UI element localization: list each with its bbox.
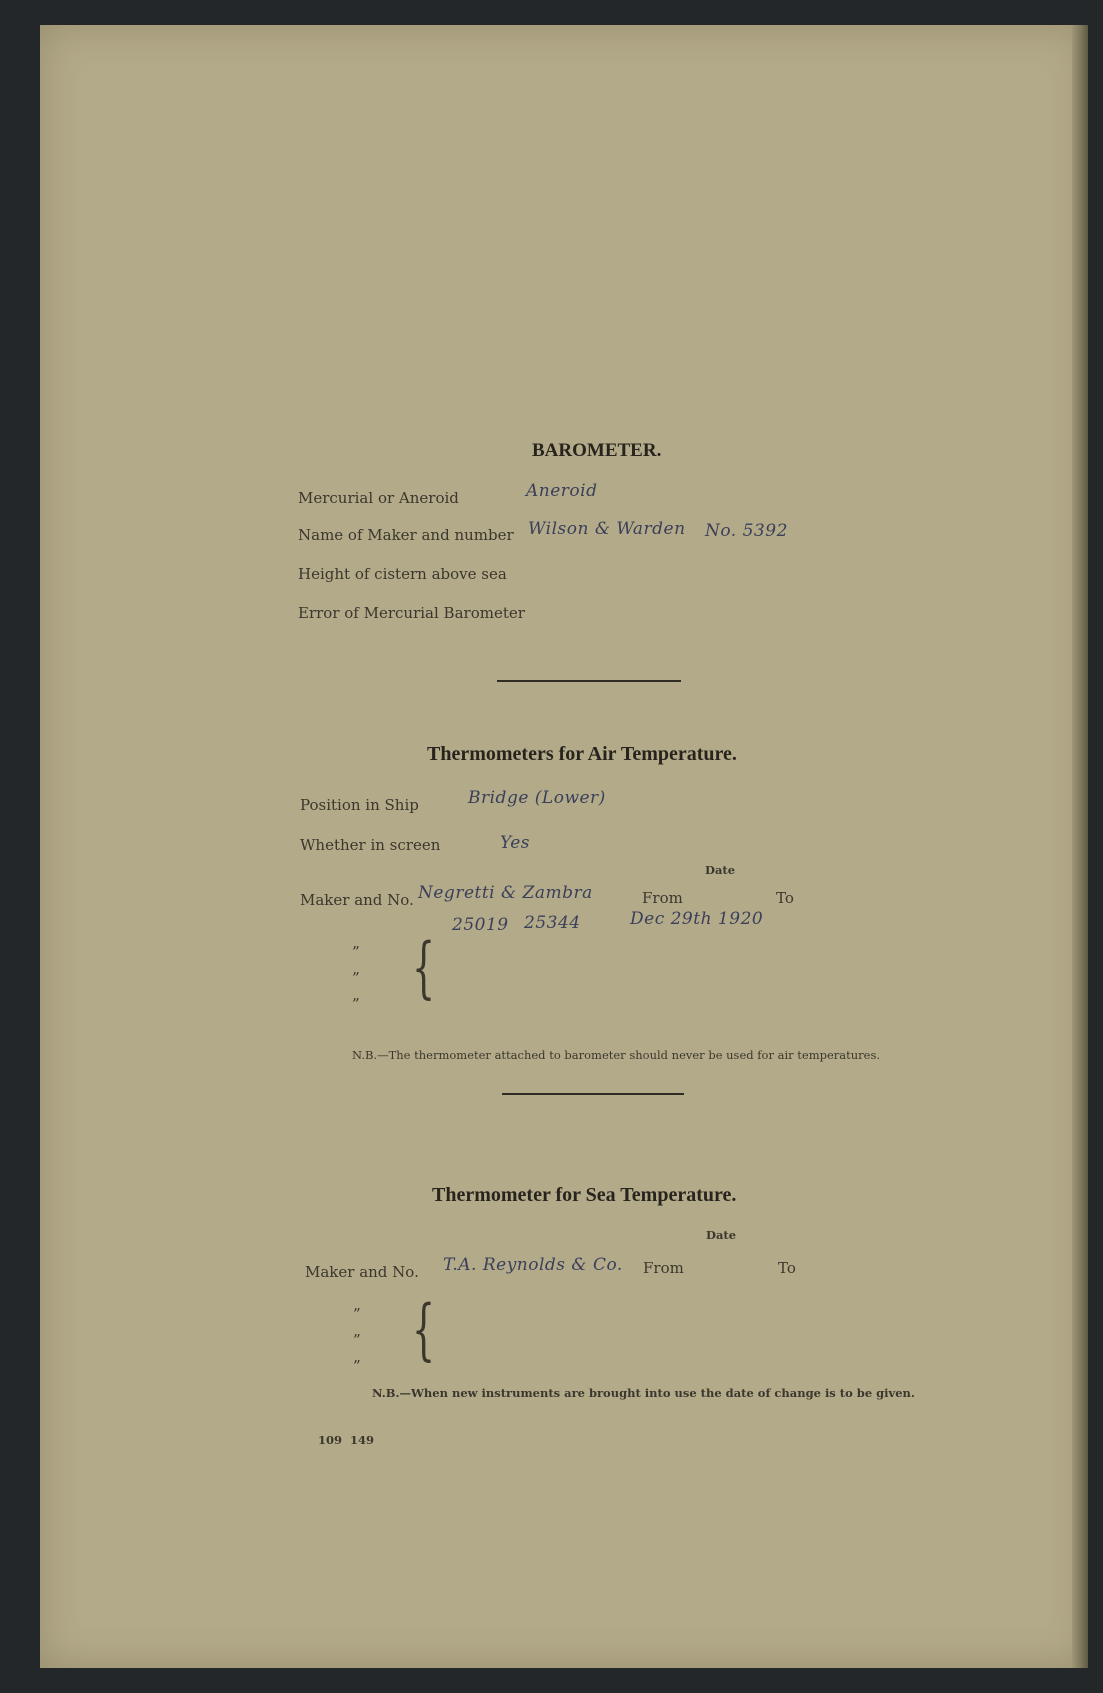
footer-print-code: 109 149	[318, 1433, 375, 1447]
divider-rule-2	[502, 1093, 684, 1095]
value-barometer-maker: Wilson & Warden	[528, 519, 686, 539]
air-ditto-mark-2: ”	[352, 969, 360, 987]
label-sea-from: From	[643, 1259, 684, 1277]
sea-ditto-mark-3: ”	[353, 1357, 361, 1375]
barometer-title: BAROMETER.	[532, 440, 662, 461]
sea-thermometer-title: Thermometer for Sea Temperature.	[432, 1184, 737, 1206]
air-thermometers-title: Thermometers for Air Temperature.	[427, 743, 737, 765]
label-air-from: From	[642, 889, 683, 907]
value-air-number-2: 25344	[524, 913, 581, 933]
air-note: N.B.—The thermometer attached to barometer should never be used for air temperatures.	[352, 1048, 881, 1062]
label-whether-in-screen: Whether in screen	[300, 836, 441, 854]
label-height-of-cistern: Height of cistern above sea	[298, 565, 507, 583]
label-air-to: To	[776, 889, 794, 907]
air-brace: {	[412, 929, 436, 1006]
value-position-in-ship: Bridge (Lower)	[468, 788, 606, 808]
label-air-maker-and-no: Maker and No.	[300, 891, 414, 909]
label-error-of-barometer: Error of Mercurial Barometer	[298, 604, 525, 622]
air-ditto-mark-3: ”	[352, 995, 360, 1013]
sea-brace: {	[412, 1291, 436, 1368]
value-whether-in-screen: Yes	[500, 833, 531, 853]
label-mercurial-or-aneroid: Mercurial or Aneroid	[298, 489, 459, 507]
label-sea-to: To	[778, 1259, 796, 1277]
value-barometer-type: Aneroid	[526, 481, 598, 501]
label-maker-and-number: Name of Maker and number	[298, 526, 514, 544]
sea-ditto-mark-1: ”	[353, 1305, 361, 1323]
label-air-date: Date	[705, 863, 736, 877]
sea-note: N.B.—When new instruments are brought into use the date of change is to be given.	[372, 1386, 915, 1400]
page-binding-edge	[1072, 25, 1088, 1668]
air-ditto-mark-1: ”	[352, 943, 360, 961]
label-sea-date: Date	[706, 1228, 737, 1242]
divider-rule-1	[497, 680, 681, 682]
value-sea-maker: T.A. Reynolds & Co.	[443, 1255, 623, 1275]
label-position-in-ship: Position in Ship	[300, 796, 419, 814]
label-sea-maker-and-no: Maker and No.	[305, 1263, 419, 1281]
sea-ditto-mark-2: ”	[353, 1331, 361, 1349]
logbook-page	[40, 25, 1088, 1668]
value-barometer-number: No. 5392	[705, 521, 788, 541]
value-air-maker: Negretti & Zambra	[418, 883, 593, 903]
value-air-from-date: Dec 29th 1920	[630, 909, 764, 929]
value-air-number-1: 25019	[452, 915, 509, 935]
